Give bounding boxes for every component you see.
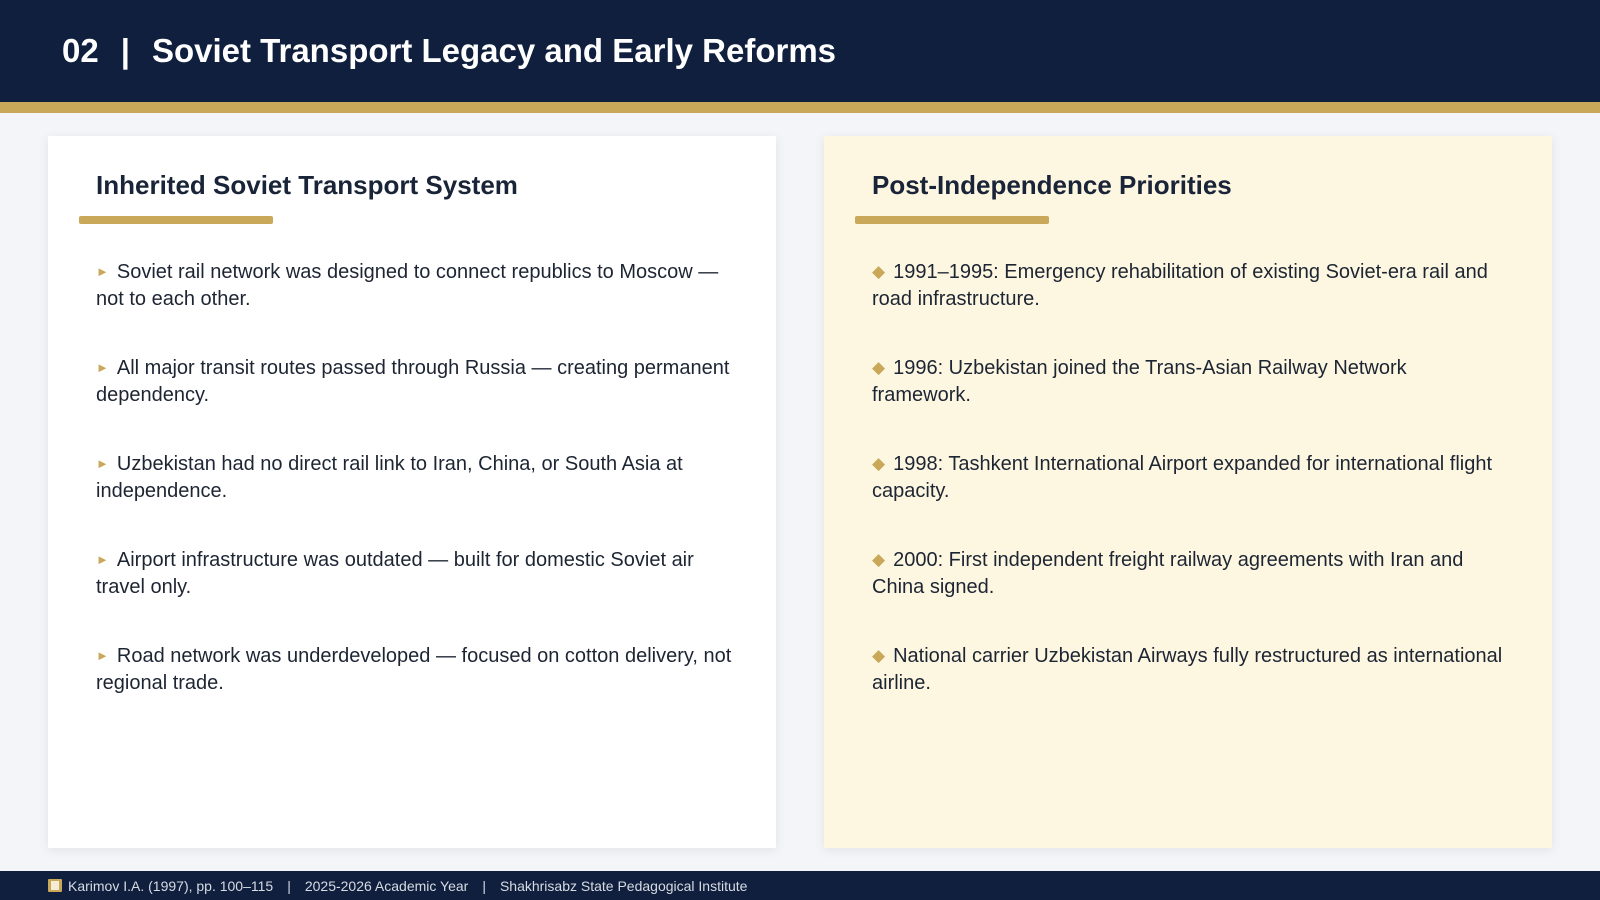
list-item-text: Airport infrastructure was outdated — built for domestic Soviet air travel only.: [96, 549, 694, 598]
footer-academic-year: 2025-2026 Academic Year: [304, 877, 469, 894]
list-item: [872, 546, 1508, 642]
slide-footer: [0, 871, 1600, 900]
list-item-text: All major transit routes passed through Russia — creating permanent dependency.: [96, 357, 730, 406]
triangle-bullet-icon: ►: [96, 264, 109, 279]
header-separator: |: [120, 32, 130, 69]
footer-separator: |: [287, 877, 291, 894]
list-item-text: 2000: First independent freight railway agreements with Iran and China signed.: [872, 549, 1464, 598]
list-item: [96, 546, 732, 642]
left-panel: [48, 136, 776, 848]
diamond-bullet-icon: ◆: [872, 646, 886, 665]
triangle-bullet-icon: ►: [96, 360, 109, 375]
slide-number: 02: [62, 32, 99, 69]
list-item-text: National carrier Uzbekistan Airways fully restructured as international airline.: [872, 645, 1503, 694]
footer-citation: Karimov I.A. (1997), pp. 100–115: [68, 877, 274, 894]
list-item-text: Soviet rail network was designed to connect republics to Moscow — not to each other.: [96, 261, 719, 310]
triangle-bullet-icon: ►: [96, 456, 109, 471]
list-item: [872, 450, 1508, 546]
list-item-text: Uzbekistan had no direct rail link to Iran, China, or South Asia at independence.: [96, 453, 683, 502]
right-panel: [824, 136, 1552, 848]
footer-separator: |: [482, 877, 486, 894]
list-item: [872, 258, 1508, 354]
right-panel-underline: [855, 216, 1049, 224]
list-item: [96, 450, 732, 546]
slide-header: [0, 0, 1600, 102]
list-item-text: 1998: Tashkent International Airport expanded for international flight capacity.: [872, 453, 1493, 502]
list-item-text: 1996: Uzbekistan joined the Trans-Asian Railway Network framework.: [872, 357, 1407, 406]
left-panel-list: [96, 258, 732, 738]
list-item: [96, 642, 732, 738]
right-panel-list: [872, 258, 1508, 738]
header-gold-band: [0, 102, 1600, 113]
diamond-bullet-icon: ◆: [872, 454, 886, 473]
triangle-bullet-icon: ►: [96, 648, 109, 663]
list-item-text: 1991–1995: Emergency rehabilitation of existing Soviet-era rail and road infrastructure.: [872, 261, 1488, 310]
slide-title: Soviet Transport Legacy and Early Reforms: [151, 32, 837, 69]
diamond-bullet-icon: ◆: [872, 550, 886, 569]
list-item: [96, 354, 732, 450]
diamond-bullet-icon: ◆: [872, 358, 886, 377]
left-panel-title: Inherited Soviet Transport System: [96, 170, 518, 200]
list-item: [872, 642, 1508, 738]
right-panel-title: Post-Independence Priorities: [872, 170, 1232, 200]
book-icon: [48, 879, 62, 892]
list-item: [872, 354, 1508, 450]
left-panel-underline: [79, 216, 273, 224]
list-item: [96, 258, 732, 354]
diamond-bullet-icon: ◆: [872, 262, 886, 281]
footer-institution: Shakhrisabz State Pedagogical Institute: [499, 877, 748, 894]
triangle-bullet-icon: ►: [96, 552, 109, 567]
list-item-text: Road network was underdeveloped — focused on cotton delivery, not regional trade.: [96, 645, 732, 694]
